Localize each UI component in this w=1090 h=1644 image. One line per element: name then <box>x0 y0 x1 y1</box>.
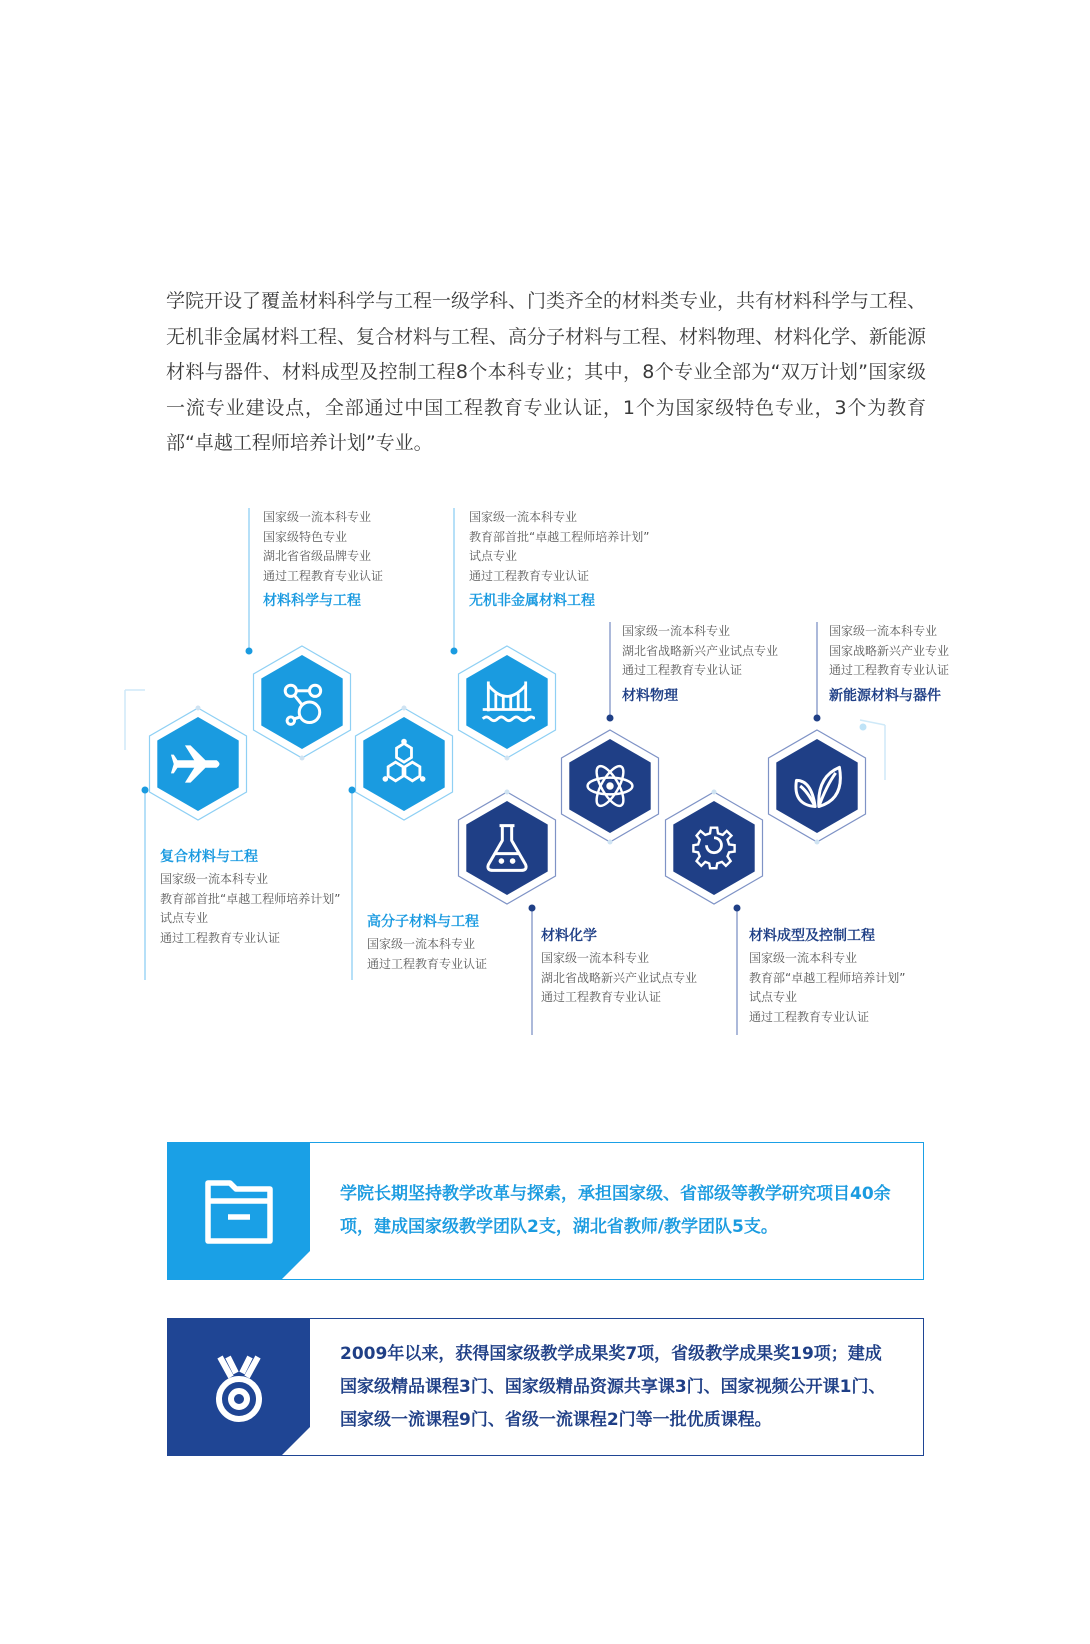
major-info <box>622 622 778 707</box>
major-feature: 教育部首批“卓越工程师培养计划” <box>469 529 650 544</box>
stripe-shape <box>168 1143 310 1279</box>
major-name: 材料物理 <box>622 687 678 704</box>
teaching-awards-box <box>167 1318 924 1456</box>
major-name: 材料成型及控制工程 <box>749 928 875 944</box>
major-feature: 国家级一流本科专业 <box>749 951 858 965</box>
stripe <box>168 1143 310 1279</box>
teaching-reform-text: 学院长期坚持教学改革与探索，承担国家级、省部级等教学研究项目40余项，建成国家级教学团队2支，湖北省教师/教学团队5支。 <box>340 1184 891 1237</box>
major-info <box>367 911 487 974</box>
major-info <box>469 508 649 612</box>
hex-fill <box>673 801 754 895</box>
major-feature: 试点专业 <box>749 990 798 1004</box>
major-feature: 国家战略新兴产业专业 <box>829 643 950 658</box>
major-feature: 通过工程教育专业认证 <box>367 956 488 971</box>
connector-dot <box>349 787 356 794</box>
stripe <box>168 1319 310 1455</box>
major-feature: 湖北省战略新兴产业试点专业 <box>622 643 779 658</box>
major-feature: 国家级一流本科专业 <box>469 510 578 524</box>
hex-fill <box>261 655 342 749</box>
major-feature: 国家级一流本科专业 <box>367 937 476 951</box>
stripe-shape <box>168 1319 310 1455</box>
vertex-dot <box>300 756 305 761</box>
major-info <box>160 846 340 948</box>
major-info <box>829 622 949 707</box>
major-feature: 通过工程教育专业认证 <box>160 930 281 945</box>
intro-paragraph: 学院开设了覆盖材料科学与工程一级学科、门类齐全的材料类专业，共有材料科学与工程、无机非金属材料工程、复合材料与工程、高分子材料与工程、材料物理、材料化学、新能源材料与器件、材料成型及控制工程8个本科专业；其中，8个专业全部为“双万计划”国家级一流专业建设点，全部通过中国工程教育专业认证，1个为国家级特色专业，3个为教育部“卓越工程师培养计划”专业。 <box>166 290 927 454</box>
vertex-dot <box>505 790 510 795</box>
major-feature: 国家级一流本科专业 <box>263 510 372 524</box>
connector-dot <box>734 905 741 912</box>
vertex-dot <box>815 840 820 845</box>
teaching-awards-text: 2009年以来，获得国家级教学成果奖7项，省级教学成果奖19项；建成国家级精品课程3门、国家级精品资源共享课3门、国家视频公开课1门、国家级一流课程9门、省级一流课程2门等一批优质课程。 <box>340 1343 886 1430</box>
major-name: 高分子材料与工程 <box>367 914 479 930</box>
connector-dot <box>451 648 458 655</box>
major-name: 材料化学 <box>541 928 597 944</box>
hex-fill <box>466 655 547 749</box>
major-feature: 通过工程教育专业认证 <box>622 663 743 677</box>
major-name: 复合材料与工程 <box>160 849 258 865</box>
hex-fill <box>363 717 444 811</box>
major-name: 无机非金属材料工程 <box>469 593 595 609</box>
connector-dot <box>529 905 536 912</box>
major-feature: 国家级一流本科专业 <box>160 872 269 886</box>
major-feature: 国家级一流本科专业 <box>622 624 731 638</box>
major-feature: 国家级特色专业 <box>263 529 348 544</box>
major-feature: 教育部首批“卓越工程师培养计划” <box>160 891 341 906</box>
major-name: 材料科学与工程 <box>263 593 361 609</box>
major-feature: 试点专业 <box>469 549 518 563</box>
major-feature: 国家级一流本科专业 <box>541 951 650 965</box>
major-info <box>749 925 905 1027</box>
major-info <box>541 925 697 1008</box>
teaching-reform-box <box>167 1142 924 1280</box>
major-feature: 湖北省战略新兴产业试点专业 <box>541 970 698 985</box>
vertex-dot <box>196 706 201 711</box>
vertex-dot <box>505 756 510 761</box>
major-feature: 教育部“卓越工程师培养计划” <box>749 970 906 985</box>
major-name: 新能源材料与器件 <box>829 687 941 704</box>
major-feature: 湖北省省级品牌专业 <box>263 549 372 563</box>
hex-fill <box>466 801 547 895</box>
vertex-dot <box>608 840 613 845</box>
connector-dot <box>142 787 149 794</box>
major-feature: 通过工程教育专业认证 <box>263 568 384 583</box>
major-info <box>263 508 383 612</box>
major-feature: 通过工程教育专业认证 <box>829 663 950 677</box>
hex-fill <box>776 739 857 833</box>
major-feature: 试点专业 <box>160 911 209 925</box>
major-feature: 通过工程教育专业认证 <box>749 1009 870 1024</box>
major-feature: 国家级一流本科专业 <box>829 624 938 638</box>
decor-dot <box>860 724 867 731</box>
connector-dot <box>246 648 253 655</box>
connector-dot <box>814 715 821 722</box>
connector-dot <box>607 715 614 722</box>
vertex-dot <box>712 790 717 795</box>
major-feature: 通过工程教育专业认证 <box>541 990 662 1004</box>
major-feature: 通过工程教育专业认证 <box>469 568 590 583</box>
vertex-dot <box>402 706 407 711</box>
